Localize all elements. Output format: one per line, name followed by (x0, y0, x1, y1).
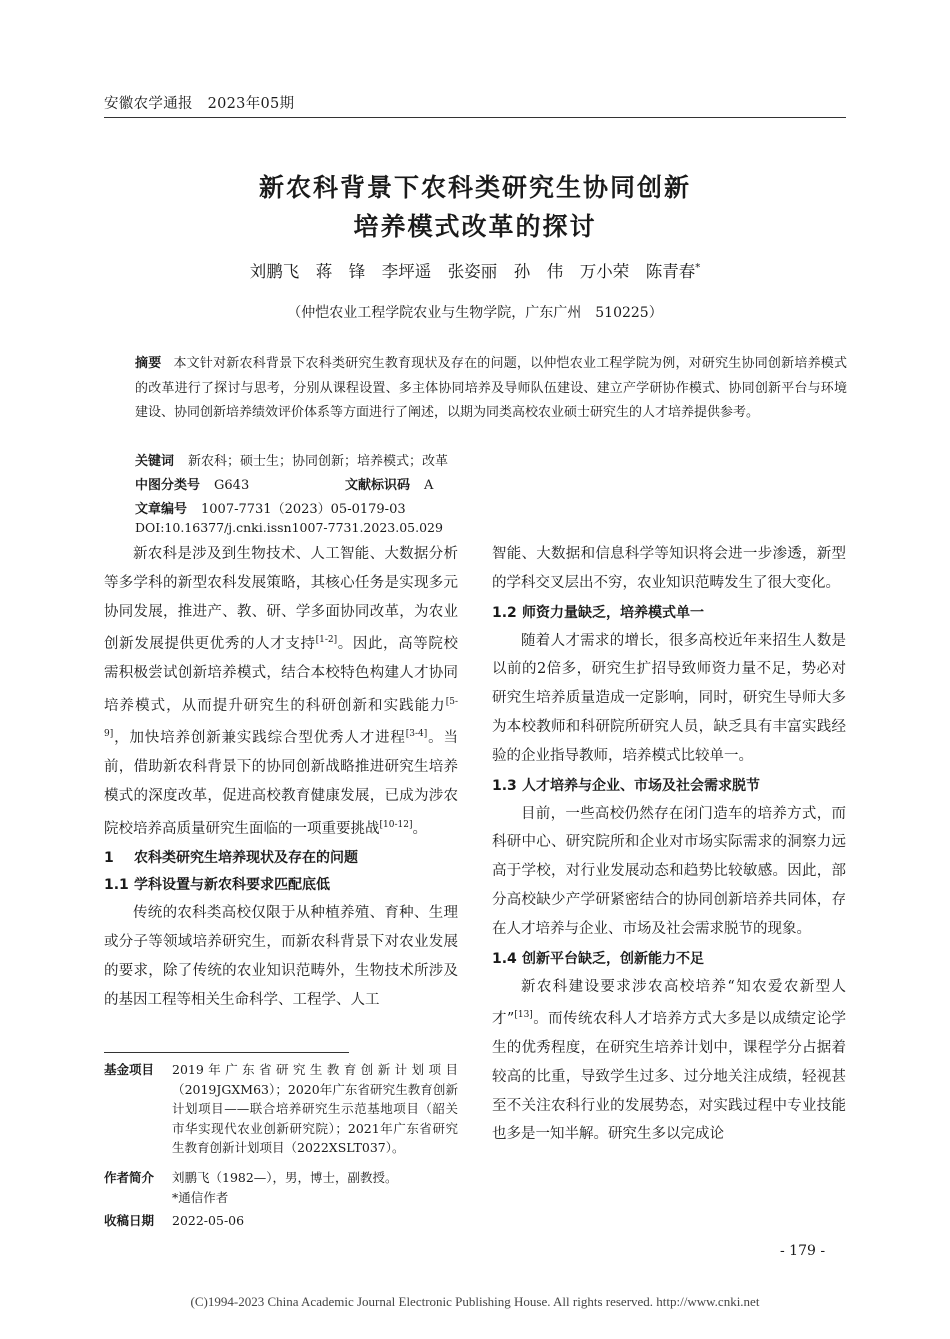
keywords-label: 关键词 (135, 454, 175, 469)
citation-ref: [13] (514, 1010, 533, 1021)
corresponding-mark: * (695, 262, 701, 274)
body-paragraph: 目前，一些高校仍然存在闭门造车的培养方式，而科研中心、研究院所和企业对市场实际需求的洞察力远高于学校，对行业发展动态和趋势比较敏感。因此，部分高校缺少产学研紧密结合的协同创新培养共同体，存在人才培养与企业、市场及社会需求脱节的现象。 (492, 805, 846, 937)
author-names: 刘鹏飞 蒋 锋 李坪遥 张姿丽 孙 伟 万小荣 陈青春 (249, 262, 696, 281)
journal-header: 安徽农学通报 2023年05期 (104, 96, 295, 112)
section-title: 创新平台缺乏，创新能力不足 (522, 950, 704, 967)
body-paragraph (492, 973, 846, 1150)
author-list (104, 258, 846, 282)
keywords-text: 新农科；硕士生；协同创新；培养模式；改革 (188, 454, 449, 469)
footnote-text: 2022-05-06 (172, 1213, 245, 1228)
title-line-2: 培养模式改革的探讨 (353, 212, 597, 241)
section-number: 1.2 (492, 604, 517, 621)
article-number-value: 1007-7731（2023）05-0179-03 (201, 502, 406, 517)
footnote-text: 刘鹏飞（1982—），男，博士，副教授。 (172, 1170, 398, 1185)
text-run: 。而传统农科人才培养方式大多是以成绩定论学生的优秀程度，在研究生培养计划中，课程学分占据着较高的比重，导致学生过多、过分地关注成绩，轻视甚至不关注农科行业的发展势态，对实践过程中专业技能也多是一知半解。研究生多以完成论 (492, 1011, 846, 1143)
body-paragraph: 随着人才需求的增长，很多高校近年来招生人数是以前的2倍多，研究生扩招导致师资力量不足，势必对研究生培养质量造成一定影响，同时，研究生导师大多为本校教师和科研院所研究人员，缺乏具有丰富实践经验的企业指导教师，培养模式比较单一。 (492, 632, 846, 764)
footnote-rule (104, 1052, 349, 1053)
section-heading-1 (104, 846, 458, 870)
section-title: 人才培养与企业、市场及社会需求脱节 (522, 777, 760, 794)
footnote-received (104, 1211, 458, 1231)
section-heading-1-2 (492, 601, 846, 625)
section-title: 学科设置与新农科要求匹配底低 (134, 877, 330, 894)
article-number-label: 文章编号 (135, 502, 188, 517)
body-paragraph: 智能、大数据和信息科学等知识将会进一步渗透，新型的学科交叉层出不穷，农业知识范畴发生了很大变化。 (492, 546, 846, 591)
text-run: 新农科建设要求涉农高校培养“知农爱农新型人才” (492, 978, 846, 1028)
doc-code (345, 474, 433, 493)
section-number: 1.4 (492, 950, 517, 967)
section-heading-1-1 (104, 873, 458, 897)
footnote-label: 基金项目 (104, 1062, 155, 1077)
body-paragraph: 传统的农科类高校仅限于从种植养殖、育种、生理或分子等领域培养研究生，而新农科背景下对农业发展的要求，除了传统的农业知识范畴外，生物技术所涉及的基因工程等相关生命科学、工程学、人工 (104, 905, 458, 1008)
text-run: 。因此，高等院校需积极尝试创新培养模式，结合本校特色构建人才协同培养模式，从而提升研究生的科研创新和实践能力 (104, 636, 459, 714)
citation-ref: [1-2] (315, 635, 338, 646)
citation-ref: [3-4] (405, 729, 428, 740)
footnote-label: 收稿日期 (104, 1213, 155, 1228)
copyright-line: (C)1994-2023 China Academic Journal Electronic Publishing House. All rights reserved. http://www.cnki.net (190, 1294, 760, 1309)
section-number: 1.3 (492, 777, 517, 794)
clc-value: G643 (214, 478, 250, 493)
footnote-fund (104, 1060, 458, 1158)
footnote-text: 2019年广东省研究生教育创新计划项目（2019JGXM63）；2020年广东省研究生教育创新计划项目——联合培养研究生示范基地项目（韶关市华实现代农业创新研究院）；2021年广东省研究生教育创新计划项目（2022XSLT037）。 (172, 1062, 458, 1155)
affiliation: （仲恺农业工程学院农业与生物学院，广东广州 510225） (287, 305, 663, 321)
doc-code-label: 文献标识码 (345, 478, 411, 493)
abstract-text: 本文针对新农科背景下农科类研究生教育现状及存在的问题，以仲恺农业工程学院为例，对研究生协同创新培养模式的改革进行了探讨与思考，分别从课程设置、多主体协同培养及导师队伍建设、建立产学研协作模式、协同创新平台与环境建设、协同创新培养绩效评价体系等方面进行了阐述，以期为同类高校农业硕士研究生的人才培养提供参考。 (135, 356, 847, 420)
section-title: 农科类研究生培养现状及存在的问题 (134, 850, 358, 867)
citation-ref: [5-9] (104, 696, 458, 740)
clc-number (135, 474, 249, 493)
text-run: 。当前，借助新农科背景下的协同创新战略推进研究生培养模式的深度改革，促进高校教育健康发展，已成为涉农院校培养高质量研究生面临的一项重要挑战 (104, 730, 458, 837)
text-run: 。 (412, 820, 427, 837)
left-column (104, 540, 458, 1014)
title-line-1: 新农科背景下农科类研究生协同创新 (258, 173, 691, 202)
abstract (135, 352, 847, 426)
section-heading-1-3 (492, 774, 846, 798)
abstract-label: 摘要 (135, 356, 162, 371)
article-number (135, 498, 406, 517)
footnote-corresponding: *通信作者 (172, 1189, 229, 1205)
doi: DOI:10.16377/j.cnki.issn1007-7731.2023.05.029 (135, 520, 443, 535)
header-rule (104, 117, 846, 118)
text-run: ，加快培养创新兼实践综合型优秀人才进程 (113, 730, 406, 747)
intro-paragraph (104, 540, 458, 843)
section-title: 师资力量缺乏，培养模式单一 (522, 604, 704, 621)
keywords (135, 450, 448, 469)
section-heading-1-4 (492, 947, 846, 971)
right-column (492, 540, 846, 1149)
footnote-label: 作者简介 (104, 1170, 155, 1185)
clc-label: 中图分类号 (135, 478, 201, 493)
text-run: 新农科是涉及到生物技术、人工智能、大数据分析等多学科的新型农科发展策略，其核心任务是实现多元协同发展，推进产、教、研、学多面协同改革，为农业创新发展提供更优秀的人才支持 (104, 546, 458, 653)
footnote-author (104, 1168, 458, 1207)
page-number: - 179 - (780, 1243, 826, 1259)
section-number: 1 (104, 850, 114, 867)
citation-ref: [10-12] (379, 819, 413, 830)
section-number: 1.1 (104, 877, 129, 894)
doc-code-value: A (424, 478, 434, 493)
